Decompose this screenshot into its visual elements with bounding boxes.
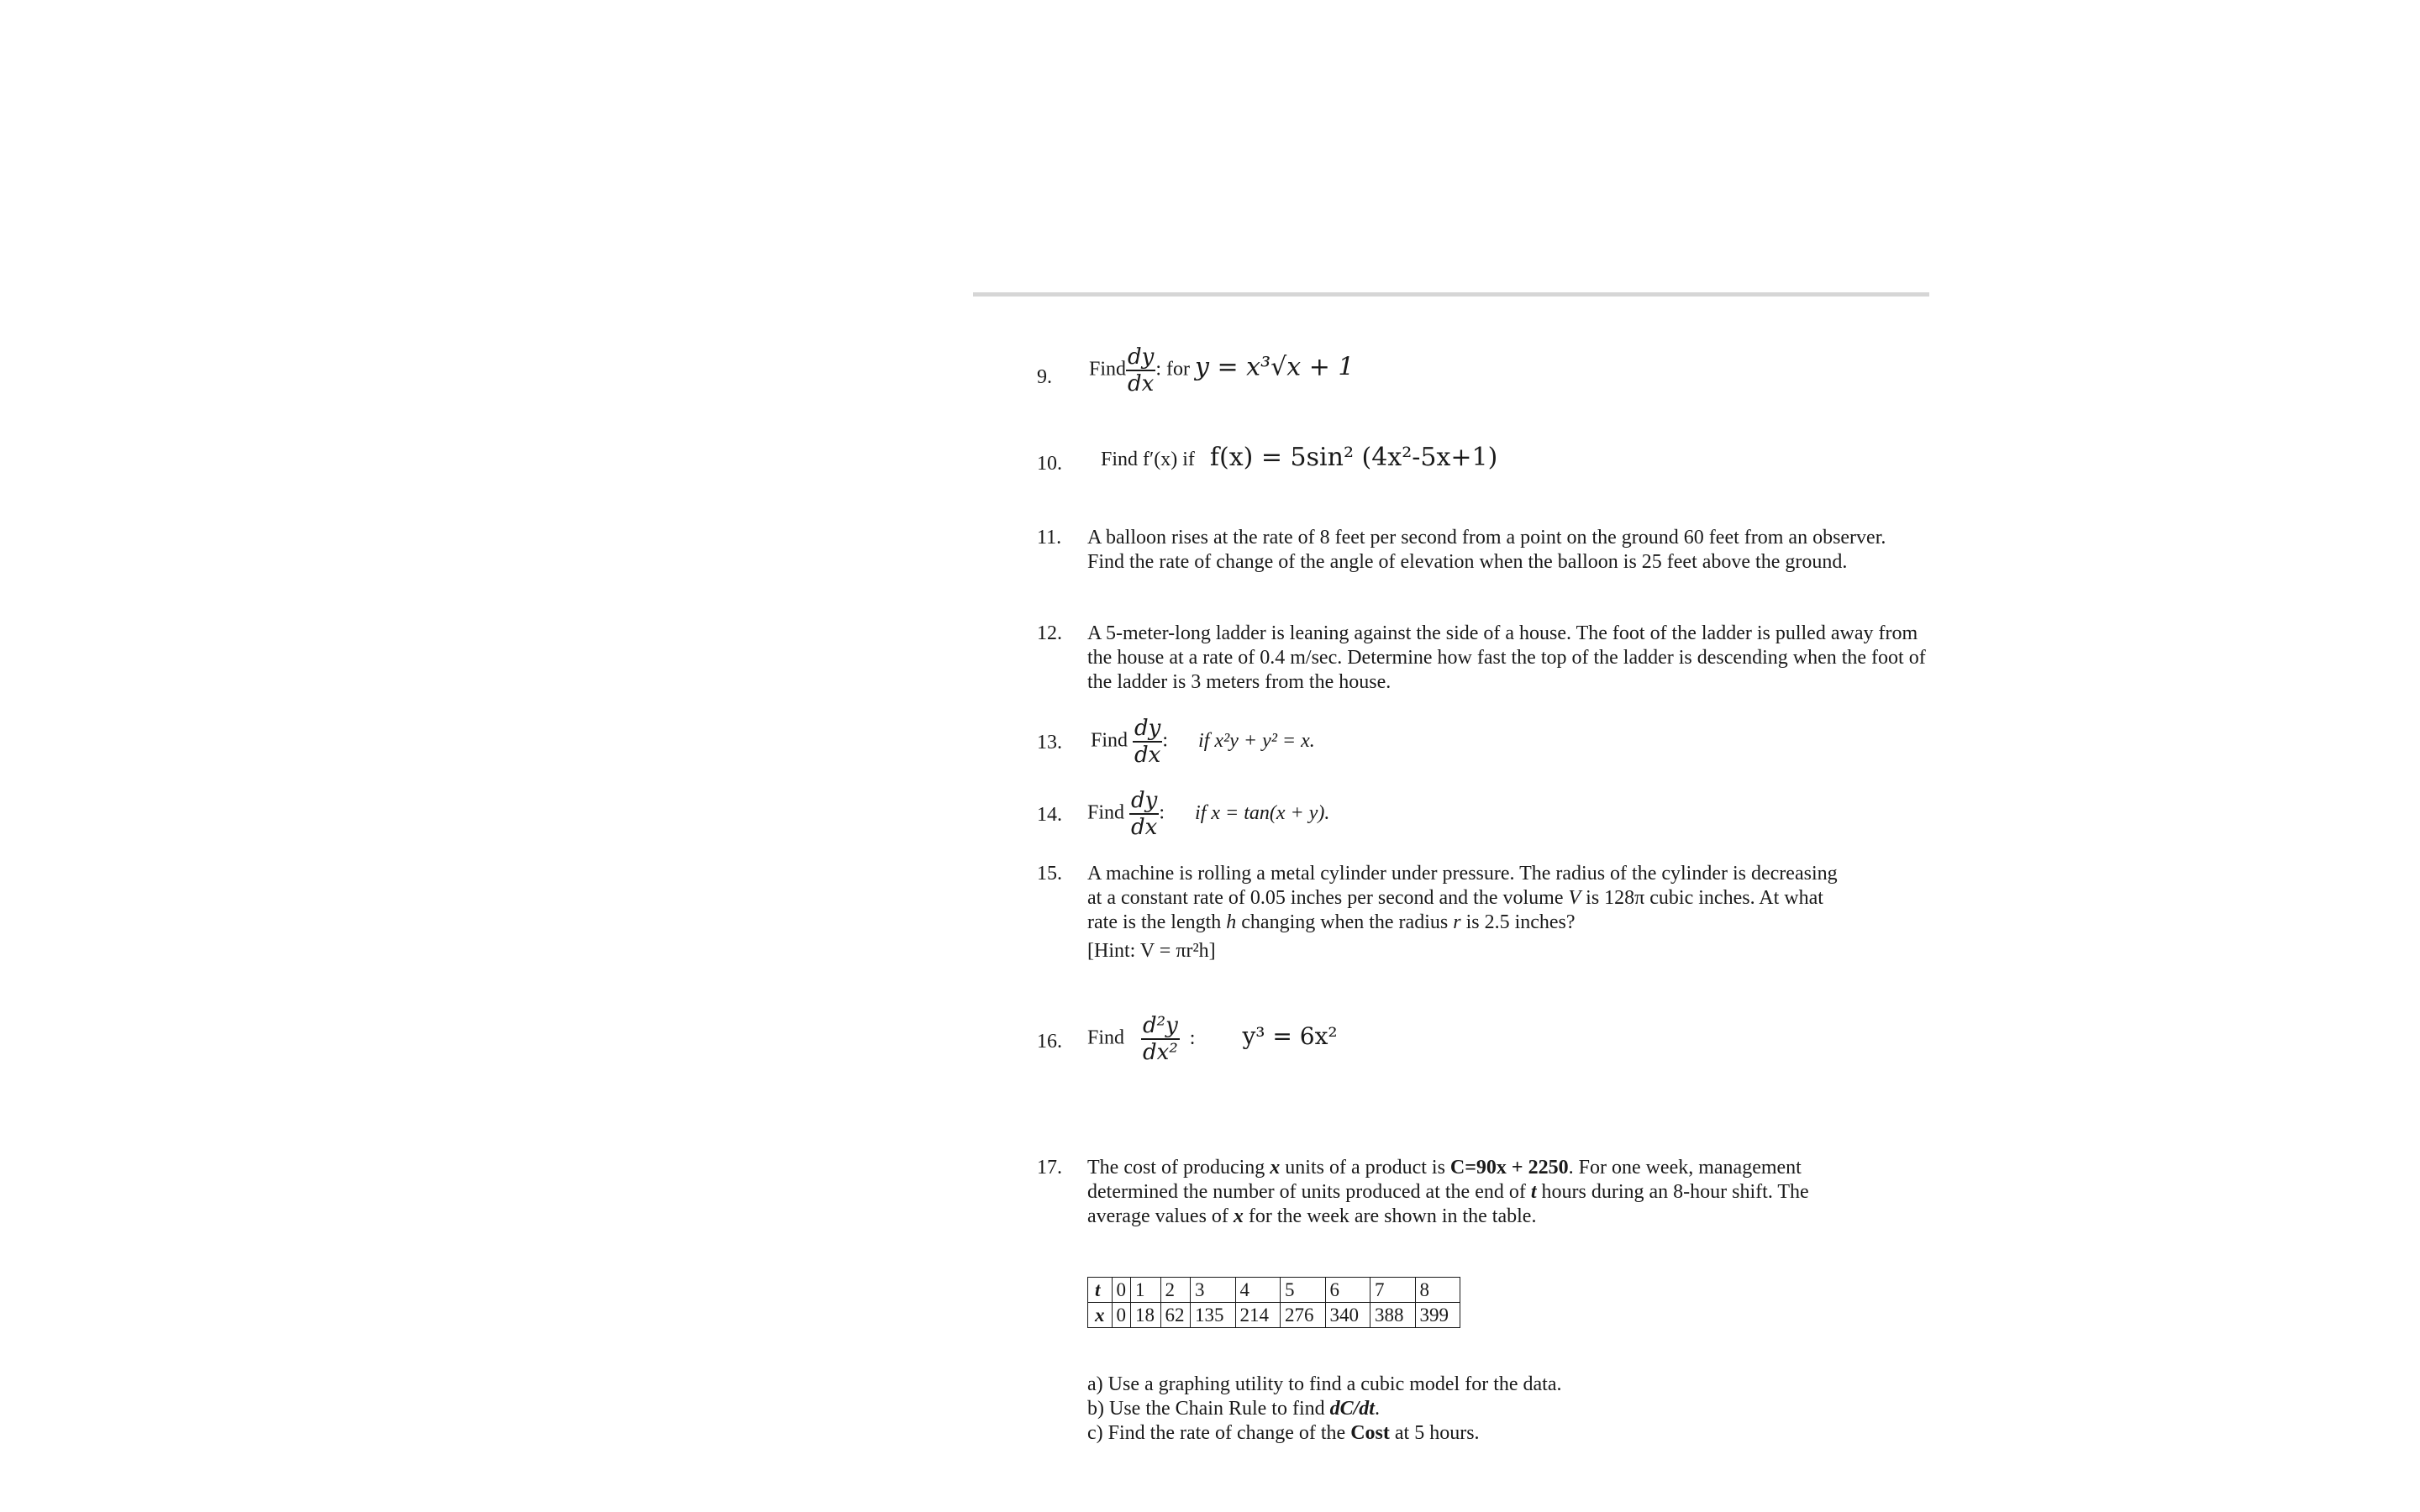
question-number: 11. bbox=[1037, 527, 1062, 549]
find-label: Find bbox=[1087, 801, 1125, 824]
part-c: c) Find the rate of change of the Cost at 5 hours. bbox=[1087, 1422, 1480, 1444]
question-text: A balloon rises at the rate of 8 feet per second from a point on the ground 60 feet from an observer. Find the rate of change of the angle of elevation when the balloon is 25 feet above the ground. bbox=[1087, 527, 1886, 573]
question-text: Find f′(x) if bbox=[1101, 449, 1195, 470]
question-number: 16. bbox=[1037, 1031, 1062, 1053]
second-derivative-fraction: $\frac{\text{d²y}}{\text{dx²}}$ bbox=[1143, 1013, 1178, 1065]
question-number: 10. bbox=[1037, 453, 1062, 475]
table-cell: 399 bbox=[1415, 1303, 1460, 1328]
table-row-t bbox=[1088, 1278, 1460, 1303]
table-cell: 135 bbox=[1191, 1303, 1236, 1328]
hint-text: [Hint: V = πr²h] bbox=[1087, 940, 1216, 962]
table-cell: 0 bbox=[1112, 1303, 1131, 1328]
table-row-x bbox=[1088, 1303, 1460, 1328]
equation: y³ = 6x² bbox=[1242, 1021, 1338, 1050]
find-label: Find bbox=[1087, 1026, 1125, 1049]
table-cell: 3 bbox=[1191, 1278, 1236, 1303]
derivative-fraction: $\frac{dy}{dx}$ bbox=[1131, 788, 1158, 840]
question-text: A 5-meter-long ladder is leaning against the side of a house. The foot of the ladder is pulled away from the house at a rate of 0.4 m/sec. Determine how fast the top of the ladder is descending when the foot of the ladder is 3 meters from the house. bbox=[1087, 622, 1926, 693]
table-cell: 388 bbox=[1370, 1303, 1416, 1328]
part-a: a) Use a graphing utility to find a cubic model for the data. bbox=[1087, 1373, 1562, 1395]
find-label: Find bbox=[1091, 729, 1128, 752]
table-cell: 4 bbox=[1235, 1278, 1281, 1303]
question-number: 17. bbox=[1037, 1157, 1062, 1179]
document-page: 9. Find $\frac{dy}{dx}$ : for y = x³√x + 1 10. Find f′(x) if f(x) = 5sin² (4x²-5x+1) 11. A balloon rises at the rate of 8 feet per second from a point on the ground 60 feet from an observer. Find the rate of change of the angle of elevation when the balloon is 25 feet above the ground. 12. A 5-meter-long ladder is leaning against the side of a house. The foot of the ladder is pulled away from the house at a rate of 0.4 m/sec. Determine how fast the top of the ladder is descending when the foot of the ladder is 3 meters from the house. 13. Find $\frac{dy}{dx}$ : if x²y + y² = x. 14. Find $\frac{dy}{dx}$ : if x = tan(x + y). 15. A machine is rolling a metal cylinder under pressure. The radius of the cylinder is decreasing at a constant rate of 0.05 inches per second and the volume V is 128π cubic inches. At what rate is the length h changing when the radius r is 2.5 inches? [Hint: V = πr²h] 16. Find $\frac{\text{d²y}}{\text{dx²}}$ : y³ = 6x² 17. The cost of producing x units of a product is C=90x + 2250. For one week, management determined the number of units produced at the end of t hours during an 8-hour shift. The average values of x for the week are shown in the table. t 0 1 2 3 4 5 6 7 8 x 0 18 62 135 214 276 340 388 399 a) Use a graphing utility to find a cubic model for the data. b) Use the Chain Rule to find dC/dt. c) Find the rate of change of the Cost at 5 hours. bbox=[0, 0, 2420, 1512]
table-cell: 8 bbox=[1415, 1278, 1460, 1303]
table-cell: 276 bbox=[1281, 1303, 1326, 1328]
header-divider bbox=[973, 292, 1929, 297]
find-label: Find bbox=[1089, 358, 1127, 381]
function-expression: f(x) = 5sin² (4x²-5x+1) bbox=[1209, 443, 1498, 472]
table-row-label: x bbox=[1088, 1303, 1113, 1328]
table-cell: 0 bbox=[1112, 1278, 1131, 1303]
data-table bbox=[1087, 1277, 1460, 1328]
table-cell: 2 bbox=[1160, 1278, 1191, 1303]
table-cell: 18 bbox=[1131, 1303, 1161, 1328]
equation: if x = tan(x + y). bbox=[1195, 801, 1330, 824]
table-cell: 214 bbox=[1235, 1303, 1281, 1328]
question-text: The cost of producing x units of a product is C=90x + 2250. For one week, management determined the number of units produced at the end of t hours during an 8-hour shift. The average values of x for the week are shown in the table. bbox=[1087, 1157, 1809, 1227]
equation: if x²y + y² = x. bbox=[1198, 729, 1315, 752]
question-number: 14. bbox=[1037, 804, 1062, 826]
derivative-fraction: $\frac{dy}{dx}$ bbox=[1134, 716, 1161, 768]
table-cell: 62 bbox=[1160, 1303, 1191, 1328]
question-number: 15. bbox=[1037, 863, 1062, 885]
for-label: for bbox=[1166, 358, 1191, 381]
table-cell: 5 bbox=[1281, 1278, 1326, 1303]
derivative-fraction: $\frac{dy}{dx}$ bbox=[1128, 344, 1155, 396]
question-text: A machine is rolling a metal cylinder under pressure. The radius of the cylinder is decreasing at a constant rate of 0.05 inches per second and the volume V is 128π cubic inches. At what rate is the length h changing when the radius r is 2.5 inches? [Hint: V = πr²h] bbox=[1087, 862, 1961, 963]
question-number: 12. bbox=[1037, 622, 1062, 644]
function-expression: y = x³√x + 1 bbox=[1195, 352, 1355, 382]
table-cell: 6 bbox=[1325, 1278, 1370, 1303]
table-cell: 1 bbox=[1131, 1278, 1161, 1303]
part-b: b) Use the Chain Rule to find dC/dt. bbox=[1087, 1398, 1380, 1420]
table-row-label: t bbox=[1088, 1278, 1113, 1303]
question-number: 13. bbox=[1037, 732, 1062, 753]
table-cell: 7 bbox=[1370, 1278, 1416, 1303]
question-number: 9. bbox=[1037, 366, 1052, 388]
table-cell: 340 bbox=[1325, 1303, 1370, 1328]
